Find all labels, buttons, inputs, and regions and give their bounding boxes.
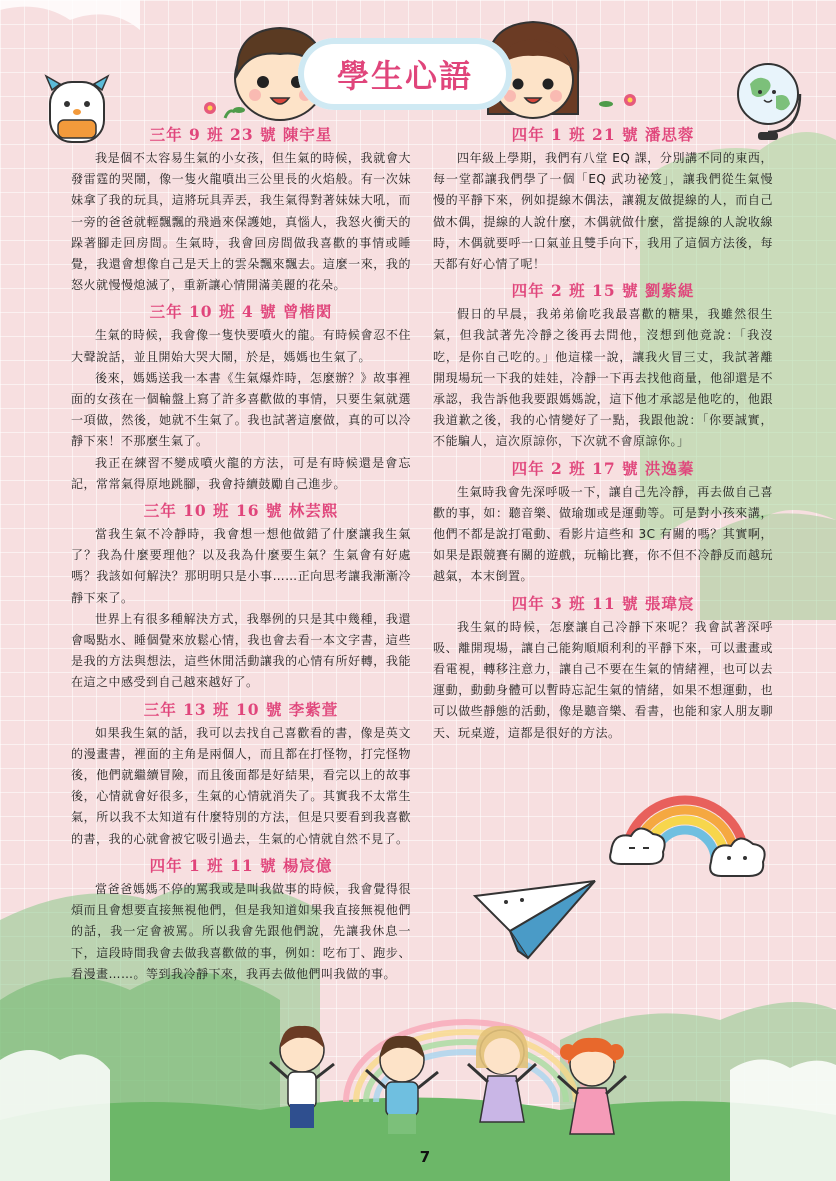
page-number: 7 <box>419 1148 431 1166</box>
essay-paragraph: 當我生氣不冷靜時，我會想一想他做錯了什麼讓我生氣了？我為什麼要理他？以及我為什麼要生氣？生氣會有好處嗎？我該如何解決？那明明只是小事……正向思考讓我漸漸冷靜下來了。 <box>71 527 411 605</box>
essay-heading: 四年 1 班 21 號 潘思蓉 <box>511 125 695 144</box>
essay-paragraph: 我生氣的時候，怎麼讓自己冷靜下來呢？我會試著深呼吸、離開現場，讓自己能夠順順利利的平靜下來，可以畫畫或看電視，轉移注意力，讓自己不要在生氣的情緒裡，也可以去運動，動動身體可以暫時忘記生氣的情緒，如果不想運動，也可以做些靜態的活動，像是聽音樂、看書，也能和家人朋友聊天、玩桌遊，這都是很好的方法。 <box>433 619 773 740</box>
essay-paragraph: 四年級上學期，我們有八堂 EQ 課，分別講不同的東西，每一堂都讓我們學了一個「EQ 武功祕笈」，讓我們從生氣慢慢的平靜下來，例如提線木偶法，讓親友做提線的人，而自己做木偶，提線的人說什麼，木偶就做什麼，當提線的人說收線時，木偶就要呼一口氣並且雙手向下，我用了這個方法後，每天都有好心情了呢！ <box>433 151 773 272</box>
essay-section <box>71 124 411 296</box>
essay-paragraph: 世界上有很多種解決方式，我舉例的只是其中幾種，我還會喝點水、睡個覺來放鬆心情，我也會去看一本文字書，這些是我的方法與想法，這些休閒活動讓我的心情有所好轉，我能在這之中感受到自己越來越好了。 <box>71 611 411 690</box>
essay-section <box>71 855 411 985</box>
essay-paragraph: 後來，媽媽送我一本書《生氣爆炸時，怎麼辦？》故事裡面的女孩在一個輪盤上寫了許多喜歡做的事情，只要生氣就選一項做，然後，她就不生氣了。我也試著這麼做，真的可以冷靜下來！不那麼生氣了。 <box>71 370 411 449</box>
essay-paragraph: 生氣時我會先深呼吸一下，讓自己先冷靜，再去做自己喜歡的事，如：聽音樂、做瑜珈或是運動等。可是對小孩來講，他們不都是說打電動、看影片這些和 3C 有關的嗎？其實啊，如果是跟競賽有關的遊戲，玩輸比賽，你不但不冷靜反而越玩越氣，本末倒置。 <box>433 484 773 584</box>
essay-paragraph: 我正在練習不變成噴火龍的方法，可是有時候還是會忘記，常常氣得原地跳腳，我會持續鼓勵自己進步。 <box>71 455 411 491</box>
paper-plane-icon <box>470 876 600 966</box>
essay-paragraph: 假日的早晨，我弟弟偷吃我最喜歡的糖果，我雖然很生氣，但我試著先冷靜之後再去問他，沒想到他竟說：「我沒吃，是你自己吃的。」他這樣一說，讓我火冒三丈，我試著離開現場玩一下我的娃娃，冷靜一下再去找他商量，他卻還是不承認，我告訴他我要跟媽媽說，這下他才承認是他吃的，他跟我道歉之後，我的心情變好了一點，我跟他說：「你要誠實，不能騙人，這次原諒你，下次就不會原諒你。」 <box>433 307 773 449</box>
children-jumping-icon <box>262 1012 642 1162</box>
essay-heading: 三年 10 班 4 號 曾楷閎 <box>149 302 333 322</box>
page-title: 學生心語 <box>298 38 512 110</box>
essay-heading: 四年 2 班 17 號 洪逸蓁 <box>511 458 695 478</box>
essay-paragraph: 當爸爸媽媽不停的罵我或是叫我做事的時候，我會覺得很煩而且會想要直接無視他們，但是我知道如果我直接無視他們的話，我一定會被罵。所以我會先跟他們說，先讓我休息一下，這段時間我會去做我喜歡做的事，例如：吃布丁、跑步、看漫畫……。等到我冷靜下來，我再去做他們叫我做的事。 <box>71 881 411 981</box>
essay-section <box>433 280 773 452</box>
essay-paragraph: 我是個不太容易生氣的小女孩，但生氣的時候，我就會大發雷霆的哭鬧，像一隻火龍噴出三公里長的火焰般。有一次妹妹拿了我的玩具，這將玩具弄丟，我生氣得對著妹妹大吼，而一旁的爸爸就輕飄飄的飛過來保護她，真惱人，我怒火衝天的跺著腳走回房間。生氣時，我會回房間做我喜歡的事情或睡覺，我還會想像自己是天上的雲朵飄來飄去。這麼一來，我的怒火就慢慢熄滅了，重新讓心情開滿美麗的花朵。 <box>71 151 411 293</box>
essay-heading: 四年 1 班 11 號 楊宸億 <box>149 855 333 875</box>
essay-heading: 三年 10 班 16 號 林芸熙 <box>143 501 339 521</box>
essay-heading: 四年 3 班 11 號 張瑋宸 <box>511 593 695 613</box>
essay-section <box>71 699 411 850</box>
essay-heading: 三年 9 班 23 號 陳宇星 <box>149 125 333 144</box>
essay-section <box>433 124 773 275</box>
left-column <box>71 124 411 990</box>
flower-decoration <box>195 88 255 128</box>
flower-decoration <box>590 80 650 120</box>
essay-section <box>71 500 411 694</box>
essay-paragraph: 如果我生氣的話，我可以去找自己喜歡看的書，像是英文的漫畫書，裡面的主角是兩個人，而且都在打怪物，打完怪物後，他們就繼續冒險，而且後面都是好結果，看完以上的故事後，心情就會好很多，生氣的心情就消失了。其實我不太常生氣，所以我不太知道有什麼特別的方法，但是只要看到我喜歡的書，我的心就會被它吸引過去，生氣的心情就自然不見了。 <box>71 725 411 846</box>
essay-section <box>433 593 773 744</box>
essay-heading: 四年 2 班 15 號 劉紫緹 <box>511 281 695 301</box>
right-column <box>433 124 773 749</box>
essay-heading: 三年 13 班 10 號 李紫萱 <box>143 699 339 719</box>
essay-section <box>433 458 773 588</box>
essay-section <box>71 301 411 495</box>
rainbow-cloud-icon <box>605 780 775 900</box>
essay-paragraph: 生氣的時候，我會像一隻快要噴火的龍。有時候會忍不住大聲說話，並且開始大哭大鬧，於是，媽媽也生氣了。 <box>71 328 411 364</box>
